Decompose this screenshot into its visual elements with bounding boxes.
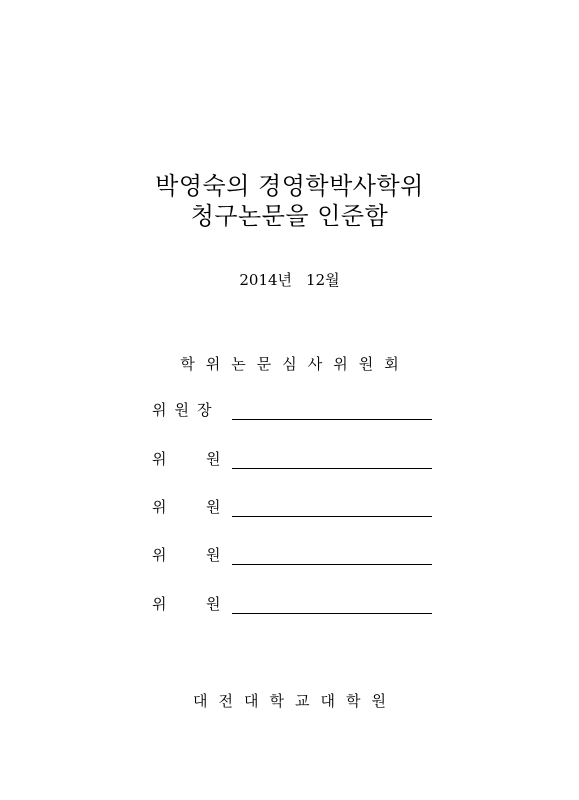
signature-row-member-3: 위 원 <box>152 545 434 567</box>
signature-row-chair <box>152 400 434 422</box>
chair-label: 위원장 <box>152 401 220 419</box>
signature-line <box>232 468 432 469</box>
approval-date <box>0 270 579 290</box>
signature-line <box>232 564 432 565</box>
committee-heading: 학위논문심사위원회 <box>180 355 410 373</box>
signature-line <box>232 516 432 517</box>
institution-name: 대전대학교대학원 <box>193 692 397 710</box>
signature-row-member-4: 위 원 <box>152 594 434 616</box>
signature-row-member-1: 위 원 <box>152 449 434 471</box>
signature-line <box>232 419 432 420</box>
signature-row-member-2: 위 원 <box>152 497 434 519</box>
signature-line <box>232 613 432 614</box>
date-year: 2014년 <box>239 271 293 289</box>
title-line-1: 박영숙의 경영학박사학위 <box>155 172 424 200</box>
date-month: 12월 <box>306 271 340 289</box>
title-line-2: 청구논문을 인준함 <box>190 202 389 230</box>
